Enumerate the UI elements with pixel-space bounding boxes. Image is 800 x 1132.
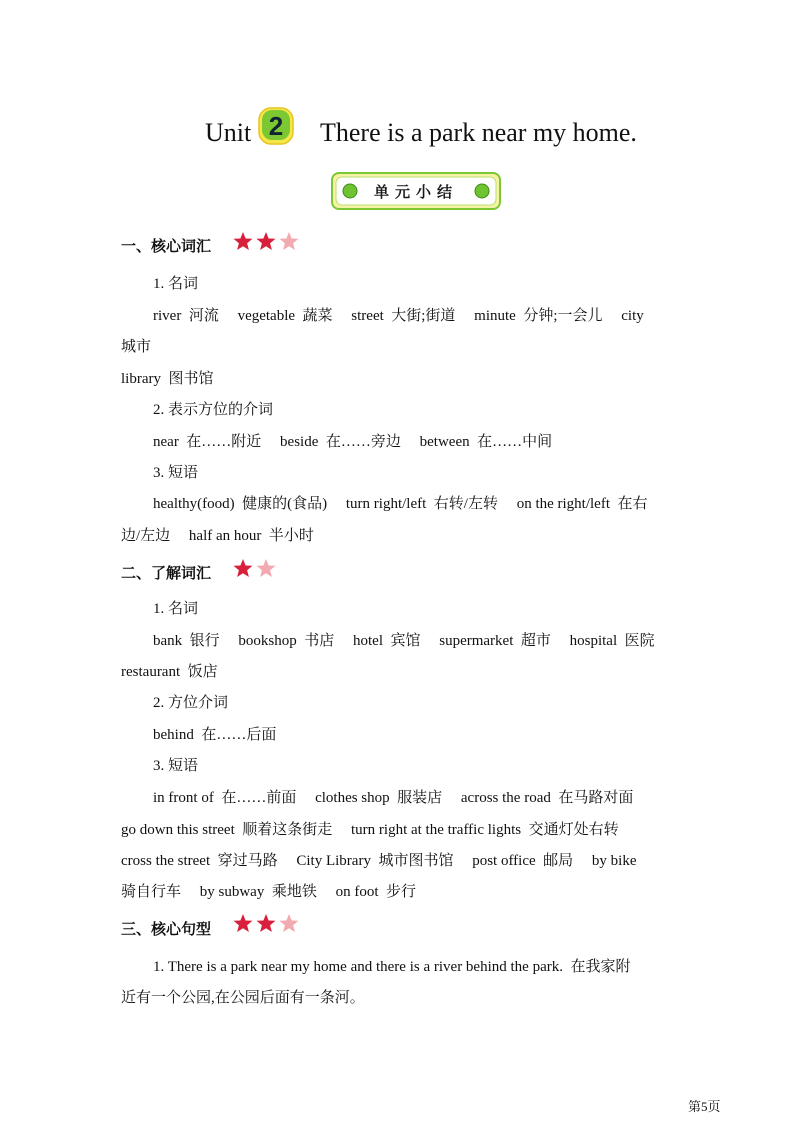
text-line: bank 银行 bookshop 书店 hotel 宾馆 supermarket 超市 hospital 医院 — [153, 633, 655, 649]
unit-number-badge — [257, 106, 295, 146]
star-half-icon — [280, 914, 299, 932]
text-line: 1. 名词 — [153, 276, 199, 292]
text-line: 1. 名词 — [153, 601, 199, 617]
text-line: 2. 表示方位的介词 — [153, 402, 274, 418]
star-half-icon — [257, 559, 276, 577]
text-line: 3. 短语 — [153, 465, 199, 481]
text-line: behind 在……后面 — [153, 727, 277, 743]
star-filled-icon — [257, 232, 276, 250]
star-half-icon — [280, 232, 299, 250]
unit-summary-label: 单元小结 — [373, 182, 458, 201]
text-line: 骑自行车 by subway 乘地铁 on foot 步行 — [121, 884, 416, 900]
text-line: go down this street 顺着这条街走 turn right at the traffic lights 交通灯处右转 — [121, 822, 619, 838]
star-filled-icon — [234, 914, 253, 932]
star-rating-core-sentences — [233, 913, 301, 935]
text-line: cross the street 穿过马路 City Library 城市图书馆 post office 邮局 by bike — [121, 853, 637, 869]
text-line: 近有一个公园,在公园后面有一条河。 — [121, 990, 365, 1006]
star-filled-icon — [257, 914, 276, 932]
unit-number: 2 — [268, 111, 284, 141]
text-line: library 图书馆 — [121, 371, 214, 387]
star-filled-icon — [234, 232, 253, 250]
star-rating-core-vocab — [233, 231, 301, 253]
text-line: restaurant 饭店 — [121, 664, 218, 680]
page-number: 第5页 — [688, 1099, 721, 1114]
text-line: in front of 在……前面 clothes shop 服装店 across the road 在马路对面 — [153, 790, 634, 806]
unit-label: Unit — [205, 118, 252, 147]
text-line: 城市 — [121, 339, 152, 355]
text-line: 3. 短语 — [153, 758, 199, 774]
text-line: 2. 方位介词 — [153, 695, 229, 711]
text-line: healthy(food) 健康的(食品) turn right/left 右转/左转 on the right/left 在右 — [153, 496, 648, 512]
page-title: There is a park near my home. — [320, 118, 637, 147]
star-filled-icon — [234, 559, 253, 577]
section-heading-core-vocab: 一、核心词汇 — [121, 237, 212, 255]
text-line: river 河流 vegetable 蔬菜 street 大街;街道 minute 分钟;一会儿 city — [153, 308, 644, 324]
section-heading-core-sentences: 三、核心句型 — [121, 920, 212, 938]
text-line: near 在……附近 beside 在……旁边 between 在……中间 — [153, 434, 553, 450]
section-heading-learn-vocab: 二、了解词汇 — [121, 564, 212, 582]
text-line: 1. There is a park near my home and there is a river behind the park. 在我家附 — [153, 959, 631, 975]
star-rating-learn-vocab — [233, 558, 279, 580]
text-line: 边/左边 half an hour 半小时 — [121, 528, 314, 544]
